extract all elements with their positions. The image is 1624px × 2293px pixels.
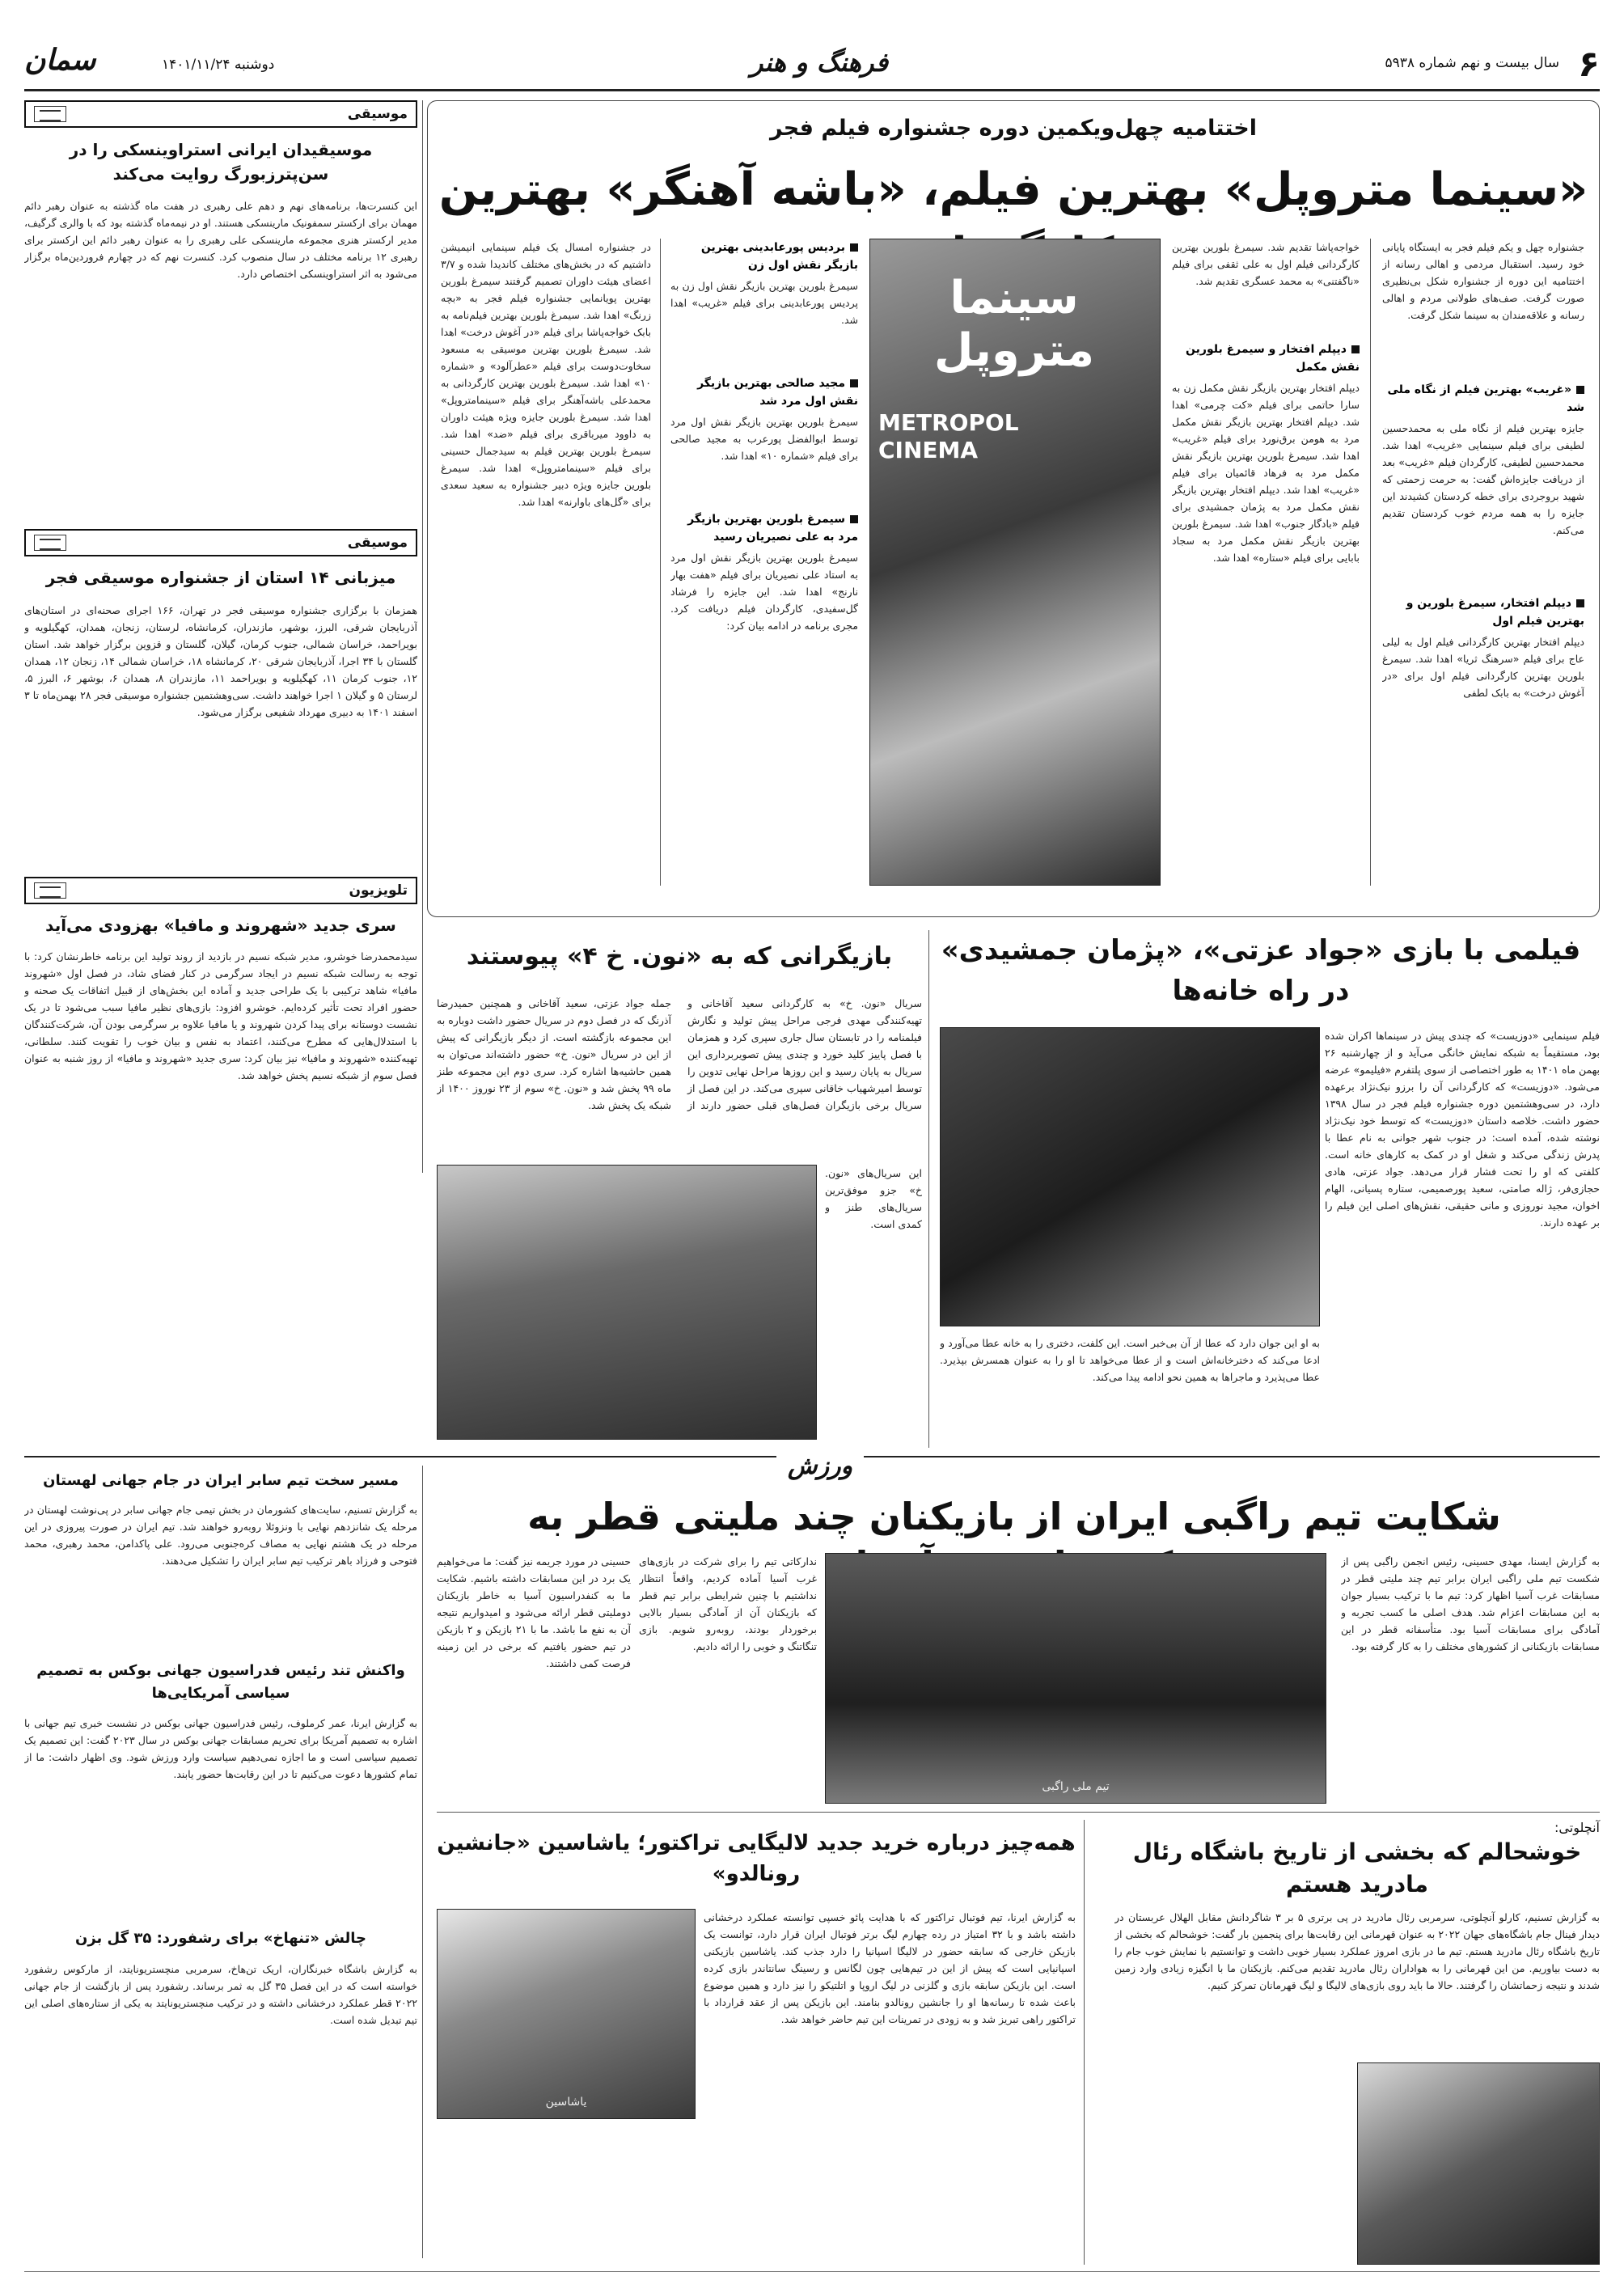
sidebar-headline-1: موسیقیدان ایرانی استراوینسکی را در سن‌پترزبورگ روایت می‌کند [69, 140, 373, 184]
sports-side-headline-1: مسیر سخت تیم سابر ایران در جام جهانی لهستان [43, 1472, 399, 1489]
sidebar-headline-3: سری جدید «شهروند و مافیا» بهزودی می‌آید [45, 916, 396, 935]
article-2-text: فیلم سینمایی «دوزیست» که چندی پیش در سینماها اکران شده بود، مستقیماً به شبکه نمایش خانگی می‌آید و از چهارشنبه ۲۶ بهمن ماه ۱۴۰۱ به طور اختصاصی از سوی پلتفرم «فیلیمو» عرضه می‌شود. «دوزیست» که کارگردانی آن را برزو نیک‌نژاد برعهده دارد، در سی‌وهشتمین دوره جشنواره فیلم فجر در سال ۱۳۹۸ حضور داشت. خلاصه داستان «دوزیست» که توسط خود نیک‌نژاد نوشته شده، آمده است: در جنوب شهر جوانی به نام عطا با پدرش زندگی می‌کند و شغل او در کمک به کارهای خانه است. کلفتی که او را تحت فشار قرار می‌دهد. جواد عزتی، هادی حجازی‌فر، ژاله صامتی، سعید پورصمیمی، ستاره پسیانی، الهام اخوان، مجید نوروزی و مانی حقیقی، نقش‌های اصلی این فیلم را بر عهده دارند. [1325, 1030, 1600, 1229]
film-still-photo [940, 1027, 1320, 1326]
poster-title: سینما متروپل [933, 272, 1095, 377]
article-3-text: سریال «نون. خ» به کارگردانی سعید آقاخانی و تهیه‌کنندگی مهدی فرجی مراحل پیش تولید و نگارش فیلمنامه را در تابستان سال جاری سپری کرد و همزمان با فصل پاییز کلید خورد و چندی پیش تصویربرداری این سریال به پایان رسید و این روزها مراحل نهایی تدوین را توسط امیرشهیاب خاقانی سپری می‌کند. در این فصل از سریال برخی بازیگران فصل‌های قبلی حضور دارند از جمله جواد عزتی، سعید آقاخانی و همچنین حمیدرضا آذرنگ که در فصل دوم در سریال حضور داشت دوباره به این مجموعه بازگشته است. از دیگر بازیگرانی که پیش از این در سریال «نون. خ» حضور داشته‌اند می‌توان به همین حاشیه‌ها اشاره کرد. سری دوم این مجموعه طنز ماه ۹۹ پخش شد و «نون. خ» سوم از ۲۳ نوروز ۱۴۰۰ از شبکه یک پخش شد. [437, 997, 922, 1111]
sports-text-2: ندارکاتی تیم را برای شرکت در بازی‌های غرب آسیا آماده کردیم، واقعاً انتظار نداشتیم با چنین شرایطی برابر تیم قطر که بازیکنان آن از آمادگی بسیار بالایی برخوردار بودند، روبه‌رو شویم. بازی تنگاتنگ و خوبی را ارائه دادیم. [639, 1555, 817, 1652]
lead-col-3-text-2: سیمرغ بلورین بهترین بازیگر نقش اول مرد توسط ابوالفضل پورعرب به مجید صالحی برای فیلم «شماره ۱۰» اهدا شد. [670, 416, 858, 462]
tractor-headline: همه‌چیز درباره خرید جدید لالیگایی تراکتور؛ یاشاسین «جانشین رونالدو» [437, 1831, 1076, 1886]
sports-section-title: ورزش [776, 1452, 864, 1480]
sidebar-text-1: این کنسرت‌ها، برنامه‌های نهم و دهم علی رهبری در هفت ماه گذشته به عنوان رهبر دائم مهمان برای ارکستر سمفونیک مارینسکی هستند. او در نیمه‌ماه گذشته بود که با والری گرگیف، مدیر ارکستر هنری مجموعه مارینسکی علی رهبری را به عنوان رهبر دائم این ارکستر برای رهبری ۱۲ برنامه مختلف در سال منصوب کرد. کنسرت نهم که در چهارم فروردین‌ماه برگزار می‌شود به اثر استراوینسکی اختصاص دارد. [24, 200, 417, 280]
poster-subtitle: METROPOL CINEMA [878, 409, 1019, 463]
column-divider [660, 239, 661, 886]
lead-col-4 [441, 239, 651, 886]
lead-headline: «سینما متروپل» بهترین فیلم، «باشه آهنگر» بهترین [438, 163, 1588, 216]
lead-col-2 [1172, 239, 1360, 886]
sports-text-1: به گزارش ایسنا، مهدی حسینی، رئیس انجمن راگبی پس از شکست تیم ملی راگبی ایران برابر تیم چند ملیتی قطر در مسابقات غرب آسیا اظهار کرد: تیم ما با ترکیب بسیار جوان به این مسابقات اعزام شد. هدف اصلی ما کسب تجربه و آمادگی برای مسابقات آسیا بود. متأسفانه قطر در این مسابقات بازیکنانی از کشورهای مختلف را به کار گرفته بود. [1341, 1555, 1600, 1652]
article-2-text-2: به او این جوان دارد که عطا از آن بی‌خبر است. این کلفت، دختری را به خانه عطا می‌آورد و ادعا می‌کند که دختر‌خانه‌اش است و از عطا می‌خواهد تا او را به عنوان همسرش بپذیرد. عطا می‌پذیرد و ماجراها به همین نحو ادامه پیدا می‌کند. [940, 1337, 1320, 1383]
column-divider [928, 930, 929, 1448]
rugby-team-photo [825, 1553, 1326, 1804]
page-number: ۶ [1578, 44, 1600, 85]
section-tag-music: موسیقی [24, 100, 417, 128]
section-tag-tv: تلویزیون [24, 877, 417, 904]
lead-col-1-text: جشنواره چهل و یکم فیلم فجر به ایستگاه پایانی خود رسید. استقبال مردمی و اهالی رسانه از اختتامیه این دوره از جشنواره شکل بی‌نظیری صورت گرفت. صف‌های طولانی مردم و اهالی رسانه و علاقه‌مندان به سینما شکل گرفت. [1382, 241, 1584, 321]
lead-col-2-subhead-1: دیپلم افتخار و سیمرغ بلورین نقش مکمل [1186, 343, 1360, 374]
sports-side-headline-3: چالش «تنهاخ» برای رشفورد: ۳۵ گل بزن [74, 1930, 367, 1947]
lead-col-3-subhead-2: مجید صالحی بهترین بازیگر نقش اول مرد شد [697, 377, 858, 408]
lead-col-3-text-3: سیمرغ بلورین بهترین بازیگر نقش اول مرد به استاد علی نصیریان برای فیلم «هفت بهار نارنج» اهدا شد. این جایزه را فرشاد گل‌سفیدی، کارگردان فیلم دریافت کرد. مجری برنامه در ادامه بیان کرد: [670, 552, 858, 632]
lead-col-1-text-3: دیپلم افتخار بهترین کارگردانی فیلم اول به لیلی عاج برای فیلم «سرهنگ ثریا» اهدا شد. سیمرغ بلورین بهترین کارگردانی فیلم اول برای «در آغوش درخت» به بابک لطفی [1382, 636, 1584, 699]
bottom-rule [24, 2271, 1600, 2272]
sports-side-text-3: به گزارش باشگاه خبرنگاران، اریک تن‌هاخ، سرمربی منچستریونایتد، از مارکوس رشفورد خواسته است که در این فصل ۳۵ گل به ثمر برساند. رشفورد پس از بازگشت از جام جهانی ۲۰۲۲ قطر عملکرد درخشانی داشته و در ترکیب منچستریونایتد به یکی از ستاره‌های اصلی این تیم تبدیل شده است. [24, 1963, 417, 2026]
page-header [24, 40, 1600, 89]
series-cast-photo [437, 1165, 817, 1440]
header-rule [24, 89, 1600, 91]
lead-col-3-text-1: سیمرغ بلورین بهترین بازیگر نقش اول زن به پردیس پورعابدینی برای فیلم «غریب» اهدا شد. [670, 280, 858, 326]
sports-side-text-1: به گزارش تسنیم، سایت‌های کشورمان در بخش تیمی جام جهانی سابر در پی‌نوشت لهستان در مرحله یک شانزدهم نهایی با ونزوئلا روبه‌رو خواهند شد. تیم ایران در صورت پیروزی در این مرحله در یک هشتم نهایی به مصاف کره‌جنوبی می‌رود. علی پاکدامن، محمد رهبری، محمد فتوحی و فرزاد باهر ترکیب تیم سابر ایران را تشکیل می‌دهند. [24, 1504, 417, 1567]
tractor-player-photo [437, 1909, 696, 2119]
bullet-square-icon [850, 243, 858, 252]
ancelotti-headline: خوشحالم که بخشی از تاریخ باشگاه رئال مادرید هستم [1132, 1838, 1582, 1897]
sports-side-headline-2: واکنش تند رئیس فدراسیون جهانی بوکس به تصمیم سیاسی آمریکایی‌ها [36, 1662, 405, 1702]
article-2-headline: فیلمی با بازی «جواد عزتی»، «پژمان جمشیدی» در راه خانه‌ها [941, 934, 1581, 1007]
bullet-square-icon [1351, 345, 1360, 353]
tractor-photo-label: یاشاسین [545, 2096, 587, 2109]
sidebar-divider [422, 100, 423, 1173]
lead-col-1-subhead-2: دیپلم افتخار، سیمرغ بلورین و بهترین فیلم اول [1406, 597, 1584, 628]
lead-col-1-text-2: جایزه بهترین فیلم از نگاه ملی به محمدحسین لطیفی برای فیلم سینمایی «غریب» اهدا شد. محمدحسین لطیفی، کارگردان فیلم «غریب» بعد از دریافت جایزه‌اش گفت: به حرمت زحمتی که شهید بروجردی برای خطه کردستان کشیدند این جایزه را به همه مردم خوب کردستان تقدیم می‌کنم. [1382, 422, 1584, 536]
sidebar-headline-2: میزبانی ۱۴ استان از جشنواره موسیقی فجر [45, 568, 396, 587]
lead-col-1 [1382, 239, 1584, 886]
music-icon [34, 106, 66, 122]
movie-poster-image [869, 239, 1161, 886]
lead-col-3 [670, 239, 858, 886]
lead-kicker: اختتامیه چهل‌ویکمین دوره جشنواره فیلم فجر [769, 116, 1257, 141]
date-label: دوشنبه ۱۴۰۱/۱۱/۲۴ [162, 57, 275, 73]
ancelotti-kicker: آنچلوتی: [1554, 1820, 1600, 1835]
music-icon [34, 535, 66, 551]
sports-sidebar [24, 1472, 417, 2265]
sports-side-text-2: به گزارش ایرنا، عمر کرملوف، رئیس فدراسیون جهانی بوکس در نشست خبری تیم جهانی با اشاره به تصمیم آمریکا برای تحریم مسابقات جهانی بوکس در سال ۲۰۲۳ گفت: این تصمیم یک تصمیم سیاسی است و ما اجازه نمی‌دهیم سیاست وارد ورزش شود. وی اظهار داشت: ما از تمام کشورها دعوت می‌کنیم تا در این رقابت‌ها حضور یابند. [24, 1717, 417, 1780]
column-divider [1084, 1820, 1085, 2265]
tractor-text: به گزارش ایرنا، تیم فوتبال تراکتور که با هدایت پائو خسپی توانسته عملکرد درخشانی داشته باشد و با ۳۲ امتیاز در رده چهارم لیگ برتر فوتبال ایران قرار دارد، توانست یک بازیکن خارجی که سابقه حضور در لالیگا اسپانیا را دارد جذب کند. یاشاسین بازیکنی اسپانیایی است که پیش از این در تیم‌هایی چون لگانس و رسینگ سانتاندر بازی کرده است. این بازیکن سابقه بازی و گلزنی در لیگ اروپا و اتلتیکو را نیز دارد و همین موضوع باعث شده تا رسانه‌ها او را جانشین رونالدو بنامند. این بازیکن پس از عقد قرارداد با تراکتور راهی تبریز شد و به زودی در تمرینات این تیم حاضر خواهد شد. [704, 1911, 1076, 2025]
bullet-square-icon [1576, 386, 1584, 394]
bullet-square-icon [850, 515, 858, 523]
sports-headline: شکایت تیم راگبی ایران از بازیکنان چند ملیتی قطر به [527, 1495, 1501, 1538]
sports-sidebar-divider [422, 1466, 423, 2258]
ancelotti-text-extra [1114, 2062, 1349, 2265]
sports-text-3: حسینی در مورد جریمه نیز گفت: ما می‌خواهیم یک برد در این مسابقات داشته باشیم. شکایت ما به کنفدراسیون آسیا به خاطر بازیکنان دوملیتی قطر ارائه می‌شود و امیدواریم نتیجه آن به نفع ما باشد. ما با ۲۱ بازیکن و ۲ بازیکن در تیم حضور یافتیم که برخی در این زمینه فرصت کمی داشتند. [437, 1555, 631, 1669]
lead-col-3-subhead-1: بردیس پورعابدینی بهترین بازیگر نقش اول زن [700, 241, 858, 272]
lead-col-2-text: خواجه‌پاشا تقدیم شد. سیمرغ بلورین بهترین کارگردانی فیلم اول به علی ثقفی برای فیلم «ناگفتنی» به محمد عسگری تقدیم شد. [1172, 241, 1360, 287]
section-title: فرهنگ و هنر [750, 47, 888, 78]
paper-logo: سمان [24, 44, 96, 77]
article-3-text-2: این سریال‌های «نون. خ» جزو موفق‌ترین سریال‌های طنز و کمدی است. [825, 1167, 922, 1230]
bullet-square-icon [850, 379, 858, 387]
lead-article [427, 100, 1600, 917]
bullet-square-icon [1576, 599, 1584, 607]
lead-col-3-subhead-3: سیمرغ بلورین بهترین بازیگر مرد به علی نصیریان رسید [687, 513, 858, 544]
tv-icon [34, 882, 66, 899]
ancelotti-text: به گزارش تسنیم، کارلو آنچلوتی، سرمربی رئال مادرید در پی برتری ۵ بر ۳ شاگردانش مقابل الهلال عربستان در دیدار فینال جام باشگاه‌های جهان ۲۰۲۲ به عنوان قهرمانی این رقابت‌ها برای پنجمین بار گفت: خوشحالم که بخشی از تاریخ باشگاه رئال مادرید هستم. تیم ما در بازی امروز عملکرد بسیار خوبی داشت و توانستیم با نمایش خوب جام را به دست بیاوریم. من این قهرمانی را به هواداران رئال مادرید تقدیم می‌کنم. بازیکنان ما با انگیزه زیادی وارد زمین شدند و نتیجه زحماتشان را گرفتند. حالا ما باید روی بازی‌های لالیگا و لیگ قهرمانان تمرکز کنیم. [1114, 1911, 1600, 1991]
column-divider [1370, 239, 1371, 886]
lead-col-1-subhead-1: «غریب» بهترین فیلم از نگاه ملی شد [1387, 383, 1584, 414]
ancelotti-photo [1357, 2062, 1600, 2265]
sports-inner-rule [437, 1812, 1600, 1813]
lead-col-4-text: در جشنواره امسال یک فیلم سینمایی انیمیشن داشتیم که در بخش‌های مختلف کاندیدا شده و ۳/۷ اعضای هیئت داوران تصمیم گرفتند سیمرغ بلورین بهترین پویانمایی جشنواره فیلم فجر به «بچه زرنگ» اهدا شد. سیمرغ بلورین بهترین فیلم‌نامه به بابک خواجه‌پاشا برای فیلم «در آغوش درخت» اهدا شد. سیمرغ بلورین بهترین موسیقی به مسعود سخاوت‌دوست برای فیلم «عطرآلود» و «شماره ۱۰» اهدا شد. سیمرغ بلورین بهترین کارگردانی به محمدعلی باشه‌آهنگر برای فیلم «سینمامتروپل» اهدا شد. سیمرغ بلورین جایزه ویژه هیئت داوران به داوود میرباقری برای فیلم «ضد» اهدا شد. سیمرغ بلورین بهترین فیلم به سیدجمال حسینی برای فیلم «سینمامتروپل» اهدا شد. سیمرغ بلورین جایزه ویژه دبیر جشنواره به سعید سعدی برای «گل‌های باوارنه» اهدا شد. [441, 241, 651, 508]
rugby-photo-label: تیم ملی راگبی [1042, 1780, 1110, 1793]
issue-info: سال بیست و نهم شماره ۵۹۳۸ [1385, 55, 1559, 71]
sidebar-text-2: همزمان با برگزاری جشنواره موسیقی فجر در تهران، ۱۶۶ اجرای صحنه‌ای در استان‌های آذربایجان شرقی، البرز، بوشهر، مازندران، کرمانشاه، لرستان، زنجان، همدان، کهگیلویه و بویراحمد، خراسان شمالی، جنوب کرمان، گیلان، گلستان و قزوین برگزار خواهد شد. استان گلستان با ۳۴ اجرا، آذربایجان شرقی ۲۰، کرمانشاه ۱۸، خراسان شمالی ۱۴، زنجان ۱۲، همدان ۱۲، جنوب کرمان ۱۱، کهگیلویه و بویراحمد ۱۱، مازندران ۸، همدان ۶، بوشهر ۶، البرز ۵، لرستان ۵ و گیلان ۱ اجرا خواهند داشت. سی‌وهشتمین جشنواره موسیقی فجر ۲۸ بهمن‌ماه تا ۳ اسفند ۱۴۰۱ به دبیری مهرداد شفیعی برگزار می‌شود. [24, 604, 417, 718]
sidebar-culture [24, 100, 417, 1173]
section-tag-music-2: موسیقی [24, 529, 417, 556]
lead-col-2-text-2: دیپلم افتخار بهترین بازیگر نقش مکمل زن به سارا حاتمی برای فیلم «کت چرمی» اهدا شد. دیپلم افتخار بهترین بازیگر نقش مکمل مرد به هومن برق‌نورد برای فیلم «غریب» اهدا شد. سیمرغ بلورین بهترین بازیگر نقش مکمل مرد به فرهاد قائمیان برای فیلم «غریب» اهدا شد. دیپلم افتخار بهترین بازیگر نقش مکمل مرد به پژمان جمشیدی برای فیلم «بادگار جنوب» اهدا شد. سیمرغ بلورین بهترین بازیگر نقش مکمل مرد به سجاد بابایی برای فیلم «ستاره» اهدا شد. [1172, 382, 1360, 564]
sidebar-text-3: سیدمحمدرضا خوشرو، مدیر شبکه نسیم در بازدید از روند تولید این برنامه خاطرنشان کرد: با توجه به رسالت شبکه نسیم در ایجاد سرگرمی در کنار فضای شاد، در فصل اول «شهروند مافیا» شاهد ترکیبی با یک طراحی جدید و آماده این بخش‌های از قبیل اتفاقات یک صحنه و حضور افراد تحت تأثیر کرده‌ایم. خوشرو افزود: بازی‌های نظیر مافیا سبب می‌شود تا در یک نشست دوستانه برای پیدا کردن شهروند و یا مافیا علاوه بر سرگرمی بودن آن، شرکت‌کنندگان با استدلال‌هایی که مطرح می‌کنند، اعتماد به نفس و بیان خوب را تقویت کنند. سلطانی، تهیه‌کننده «شهروند و مافیا» نیز بیان کرد: سری جدید «شهروند و مافیا» از روز شنبه به عنوان فصل سوم از شبکه نسیم پخش خواهد شد. [24, 950, 417, 1081]
article-3-headline: بازیگرانی که به «نون. خ ۴» پیوستند [466, 942, 893, 971]
